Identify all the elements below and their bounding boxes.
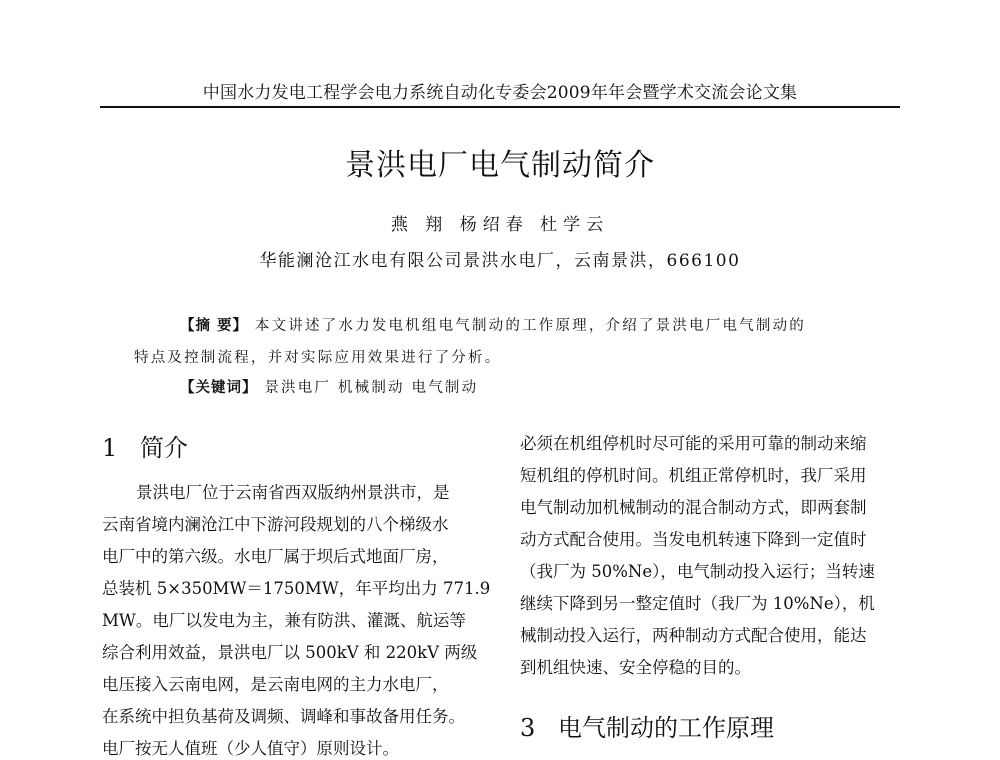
paragraph-line: 综合利用效益，景洪电厂以 500kV 和 220kV 两级	[102, 643, 478, 662]
paragraph-line: 电压接入云南电网，是云南电网的主力水电厂，	[102, 675, 449, 694]
paragraph-line: 在系统中担负基荷及调频、调峰和事故备用任务。	[102, 707, 465, 726]
section-heading	[520, 708, 774, 743]
paragraph-line: 总装机 5×350MW＝1750MW，年平均出力 771.9	[102, 579, 491, 598]
paragraph-line: 短机组的停机时间。机组正常停机时，我厂采用	[520, 466, 867, 485]
section-title: 简介	[140, 434, 188, 462]
abstract-label: 【摘 要】	[180, 317, 249, 334]
section-title: 电气制动的工作原理	[558, 714, 774, 742]
paragraph-line: 电厂按无人值班（少人值守）原则设计。	[102, 739, 399, 758]
paragraph-line: 云南省境内澜沧江中下游河段规划的八个梯级水	[102, 515, 449, 534]
authors: 燕 翔 杨绍春 杜学云	[390, 215, 610, 235]
section-number: 1	[102, 434, 118, 462]
keywords-text: 景洪电厂 机械制动 电气制动	[264, 380, 479, 396]
paragraph-line: MW。电厂以发电为主，兼有防洪、灌溉、航运等	[102, 611, 466, 630]
keywords-label: 【关键词】	[180, 379, 258, 396]
keywords-line	[180, 376, 478, 397]
abstract-text: 特点及控制流程，并对实际应用效果进行了分析。	[134, 350, 502, 366]
paragraph-line: 继续下降到另一整定值时（我厂为 10%Ne），机	[520, 594, 875, 613]
paragraph-line: 景洪电厂位于云南省西双版纳州景洪市，是	[136, 483, 450, 502]
paragraph-line: 必须在机组停机时尽可能的采用可靠的制动来缩	[520, 434, 867, 453]
paragraph-line: 到机组快速、安全停稳的目的。	[520, 658, 751, 677]
affiliation: 华能澜沧江水电有限公司景洪水电厂，云南景洪，666100	[259, 251, 741, 271]
section-heading	[102, 428, 188, 463]
section-number: 3	[520, 714, 536, 742]
abstract-line	[134, 346, 501, 367]
header-rule	[100, 106, 900, 108]
paragraph-line: 械制动投入运行，两种制动方式配合使用，能达	[520, 626, 867, 645]
paragraph-line: 电气制动加机械制动的混合制动方式，即两套制	[520, 498, 867, 517]
paragraph-line: 动方式配合使用。当发电机转速下降到一定值时	[520, 530, 867, 549]
paragraph-line: （我厂为 50%Ne），电气制动投入运行；当转速	[520, 562, 875, 581]
abstract-text: 本文讲述了水力发电机组电气制动的工作原理，介绍了景洪电厂电气制动的	[254, 318, 806, 334]
abstract-line	[180, 314, 806, 335]
running-header: 中国水力发电工程学会电力系统自动化专委会2009年年会暨学术交流会论文集	[202, 83, 798, 103]
paragraph-line: 电厂中的第六级。水电厂属于坝后式地面厂房，	[102, 547, 449, 566]
paper-title: 景洪电厂电气制动简介	[345, 148, 655, 183]
